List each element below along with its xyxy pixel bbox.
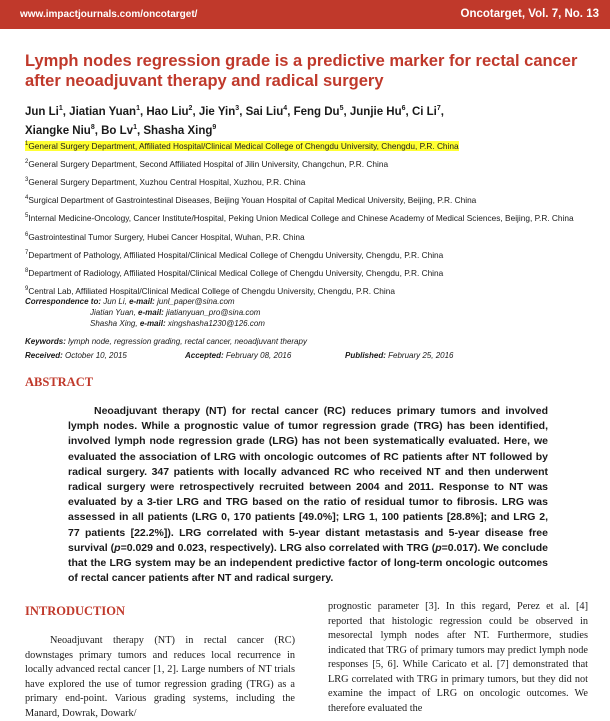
author-list	[25, 101, 600, 139]
correspondence-name: Jiatian Yuan,	[90, 308, 136, 317]
received-date	[25, 351, 127, 360]
introduction-paragraph: Neoadjuvant therapy (NT) in rectal cancer (RC) downstages primary tumors and reduces local recurrence in locally advanced rectal cancer [1, 2]. Large numbers of NT trials have explored the use of tumor regression grading (TRG) as a primary end-point. Various grading systems, including the Manard, Dowrak, Dowark/	[25, 635, 295, 719]
accepted-value: February 08, 2016	[225, 351, 292, 360]
introduction-heading: INTRODUCTION	[25, 604, 126, 618]
email-link[interactable]: junl_paper@sina.com	[157, 297, 235, 306]
affiliation-item	[25, 157, 600, 170]
author-name: Bo Lv	[101, 124, 134, 137]
introduction-column-left	[25, 634, 295, 721]
affiliation-number: 7	[25, 249, 29, 256]
affiliation-number: 9	[25, 286, 29, 293]
email-link[interactable]: jiatianyuan_pro@sina.com	[166, 308, 261, 317]
author-name: Ci Li	[411, 105, 437, 118]
author-line-1: Jun Li$^1$, Jiatian Yuan$^1$, Hao Liu$^2$, Jie Yin$^3$, Sai Liu$^4$, Feng Du$^5$, Junjie Hu$^6$, Ci Li$^7$,	[25, 105, 444, 118]
affiliation-item	[25, 139, 600, 152]
email-link[interactable]: xingshasha1230@126.com	[167, 319, 265, 328]
keywords-label: Keywords:	[25, 337, 66, 346]
correspondence-name: Jun Li,	[103, 297, 127, 306]
affiliation-number: 1	[25, 141, 29, 147]
abstract-paragraph	[68, 404, 548, 586]
affiliation-text: $^7$Department of Pathology, Affiliated Hospital/Clinical Medical College of Chengdu University, Chengdu, P.R. China	[25, 249, 444, 260]
dates-line	[25, 351, 600, 360]
abstract-text: Neoadjuvant therapy (NT) for rectal cancer (RC) reduces primary tumors and involved lymph nodes. While a prognostic value of tumor regression grade (TRG) has been identified, involved lymph node regression grade (LRG) has not been systematically evaluated. Here, we evaluated the association of LRG with oncologic outcomes of RC patients after NT followed by radical surgery. 347 patients with locally advanced RC who received NT and then underwent radical surgery were retrospectively recruited between 2004 and 2011. Response to NT was evaluated by a 3-tier LRG and TRG based on the ratio of residual tumor to fibrosis. LRG was assessed in all patients (LRG 0, 170 patients [49.0%]; LRG 1, 100 patients [28.8%]; and LRG 2, 77 patients [22.2%]). LRG correlated with 5-year distant metastasis and 5-year disease free survival (	[68, 405, 548, 554]
correspondence-block	[25, 296, 425, 329]
affiliation-marker: 1	[136, 105, 140, 112]
affiliation-item	[25, 266, 600, 279]
affiliation-marker: 6	[401, 105, 406, 112]
correspondence-row	[25, 296, 425, 307]
affiliation-number: 6	[25, 231, 29, 238]
article-title: Lymph nodes regression grade is a predictive marker for rectal cancer after neoadjuvant therapy and radical surgery	[25, 52, 578, 90]
p-value-symbol: p	[435, 541, 442, 554]
affiliation-number: 4	[25, 195, 29, 202]
author-name: Hao Liu	[146, 105, 189, 118]
correspondence-row	[25, 318, 425, 329]
correspondence-label: Correspondence to:	[25, 297, 102, 306]
p-value-symbol: p	[114, 541, 121, 554]
affiliation-marker: 1	[133, 123, 137, 131]
author-name: Junjie Hu	[349, 105, 402, 118]
journal-url-link[interactable]: www.impactjournals.com/oncotarget/	[20, 9, 198, 20]
affiliation-text: $^8$Department of Radiology, Affiliated Hospital/Clinical Medical College of Chengdu University, Chengdu, P.R. China	[25, 267, 444, 278]
introduction-paragraph: prognostic parameter [3]. In this regard, Perez et al. [4] reported that histologic regression could be observed in mesorectal lymph nodes after NT. Furthermore, studies indicated that TRG of primary tumors may predict lymph node responses [5, 6]. While Caricato et al. [7] demonstrated that LRG correlated with TRG in primary tumors, but they did not examine the impact of LRG on oncologic outcomes. We therefore evaluated the	[328, 601, 588, 714]
affiliation-text: $^5$Internal Medicine-Oncology, Cancer Institute/Hospital, Peking Union Medical College and Chinese Academy of Medical Sciences, Beijing, P.R. China	[25, 213, 574, 224]
affiliation-text: $^1$General Surgery Department, Affiliated Hospital/Clinical Medical College of Chengdu University, Chengdu, P.R. China	[25, 140, 459, 151]
affiliation-item	[25, 212, 600, 225]
abstract-heading: ABSTRACT	[25, 375, 94, 389]
keywords-text: lymph node, regression grading, rectal cancer, neoadjuvant therapy	[68, 337, 307, 346]
correspondence-row	[25, 307, 425, 318]
abstract-text: =0.017). We conclude that the LRG system may be an independent predictive factor of long-term oncologic outcomes of rectal cancer patients after NT and radical surgery.	[68, 541, 549, 585]
email-label: e-mail:	[129, 297, 155, 306]
author-name: Jun Li	[25, 105, 59, 118]
author-name: Jie Yin	[198, 105, 236, 118]
journal-citation: Oncotarget, Vol. 7, No. 13	[460, 8, 599, 20]
affiliation-item	[25, 248, 600, 261]
affiliation-marker: 4	[283, 105, 288, 112]
received-label: Received:	[25, 351, 63, 360]
affiliation-marker: 8	[90, 123, 95, 131]
accepted-label: Accepted:	[185, 351, 224, 360]
affiliation-text: $^3$General Surgery Department, Xuzhou Central Hospital, Xuzhou, P.R. China	[25, 177, 306, 188]
affiliation-item	[25, 230, 600, 243]
email-label: e-mail:	[138, 308, 164, 317]
affiliation-text: $^6$Gastrointestinal Tumor Surgery, Hubei Cancer Hospital, Wuhan, P.R. China	[25, 231, 305, 242]
affiliation-marker: 1	[58, 105, 63, 112]
affiliation-item	[25, 175, 600, 188]
published-value: February 25, 2016	[388, 351, 454, 360]
abstract-text: =0.029 and 0.023, respectively). LRG also correlated with TRG (	[120, 541, 436, 554]
affiliation-text: $^2$General Surgery Department, Second Affiliated Hospital of Jilin University, Changchun, P.R. China	[25, 158, 389, 169]
author-line-2: Xiangke Niu$^8$, Bo Lv$^1$, Shasha Xing$^9$	[25, 123, 217, 137]
accepted-date	[185, 351, 291, 360]
author-name: Jiatian Yuan	[69, 105, 137, 118]
published-label: Published:	[345, 351, 386, 360]
affiliation-number: 3	[25, 177, 29, 184]
affiliation-list	[25, 139, 600, 302]
affiliation-marker: 3	[235, 105, 240, 112]
affiliation-marker: 2	[188, 105, 193, 112]
received-value: October 10, 2015	[65, 351, 127, 360]
affiliation-number: 2	[25, 159, 29, 166]
journal-header-bar	[0, 0, 610, 29]
affiliation-marker: 5	[339, 105, 344, 112]
published-date	[345, 351, 454, 360]
author-name: Feng Du	[293, 105, 340, 118]
affiliation-item	[25, 193, 600, 206]
author-name: Xiangke Niu	[25, 124, 91, 137]
abstract-body	[68, 404, 548, 586]
affiliation-marker: 7	[436, 105, 441, 112]
affiliation-number: 8	[25, 268, 29, 275]
affiliation-text: $^9$Central Lab, Affiliated Hospital/Clinical Medical College of Chengdu University, Chengdu, P.R. China	[25, 286, 395, 297]
introduction-column-right	[328, 600, 588, 716]
email-label: e-mail:	[139, 319, 166, 328]
author-name: Shasha Xing	[143, 124, 213, 137]
correspondence-name: Shasha Xing,	[90, 319, 138, 328]
author-name: Sai Liu	[245, 105, 284, 118]
affiliation-marker: 9	[212, 123, 217, 131]
keywords-line	[25, 337, 600, 346]
affiliation-number: 5	[25, 213, 29, 220]
affiliation-text: $^4$Surgical Department of Gastrointestinal Diseases, Beijing Youan Hospital of Capital Medical University, Beijing, P.R. China	[25, 195, 477, 206]
